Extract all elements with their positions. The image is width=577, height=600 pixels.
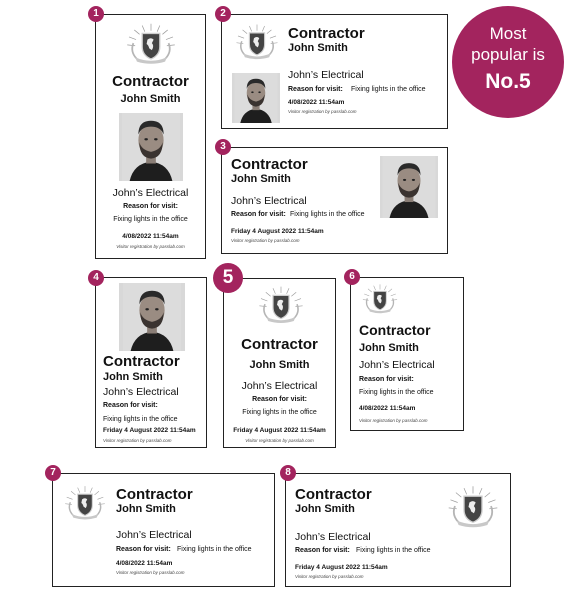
badge-title: Contractor — [103, 353, 180, 370]
option-number-5: 5 — [213, 263, 243, 293]
badge-option-7[interactable] — [52, 473, 275, 587]
reason-label: Reason for visit: — [295, 547, 350, 554]
visitor-name: John Smith — [295, 503, 355, 515]
visit-datetime: 4/08/2022 11:54am — [288, 99, 345, 106]
visitor-name: John Smith — [249, 359, 310, 371]
registration-note: Visitor registration by passlab.com — [245, 438, 314, 443]
visit-datetime: 4/08/2022 11:54am — [122, 233, 179, 240]
option-number-4: 4 — [88, 270, 104, 286]
reason-text: Fixing lights in the office — [359, 389, 434, 396]
reason-label: Reason for visit: — [231, 211, 286, 218]
badge-title: Contractor — [241, 336, 318, 353]
visitor-name: John Smith — [120, 93, 181, 105]
badge-option-1[interactable] — [95, 14, 206, 259]
company-name: John’s Electrical — [231, 195, 307, 207]
crest-logo-icon — [63, 484, 107, 522]
reason-text: Fixing lights in the office — [242, 409, 317, 416]
crest-logo-icon — [234, 23, 280, 61]
option-number-1: 1 — [88, 6, 104, 22]
badge-option-4[interactable] — [95, 277, 207, 448]
registration-note: Visitor registration by passlab.com — [116, 570, 185, 575]
badge-option-8[interactable] — [285, 473, 511, 587]
popular-line-3: No.5 — [485, 70, 531, 93]
company-name: John’s Electrical — [116, 529, 192, 541]
reason-text: Fixing lights in the office — [356, 547, 431, 554]
reason-text: Fixing lights in the office — [177, 546, 252, 553]
crest-logo-icon — [446, 484, 500, 530]
registration-note: Visitor registration by passlab.com — [103, 438, 172, 443]
badge-title: Contractor — [231, 156, 308, 173]
visitor-name: John Smith — [359, 342, 419, 354]
popular-line-2: popular is — [471, 45, 545, 64]
visitor-photo — [119, 113, 183, 181]
company-name: John’s Electrical — [288, 69, 364, 81]
visitor-name: John Smith — [116, 503, 176, 515]
registration-note: Visitor registration by passlab.com — [116, 244, 185, 249]
reason-text: Fixing lights in the office — [290, 211, 365, 218]
visitor-photo — [232, 73, 280, 123]
badge-option-3[interactable] — [221, 147, 448, 254]
reason-label: Reason for visit: — [359, 376, 414, 383]
option-number-3: 3 — [215, 139, 231, 155]
visitor-photo — [119, 283, 185, 351]
visitor-photo — [380, 156, 438, 218]
badge-title: Contractor — [116, 486, 193, 503]
reason-label: Reason for visit: — [116, 546, 171, 553]
visit-datetime: 4/08/2022 11:54am — [359, 405, 416, 412]
company-name: John’s Electrical — [103, 386, 179, 398]
reason-label: Reason for visit: — [252, 396, 307, 403]
crest-logo-icon — [257, 285, 305, 325]
badge-option-2[interactable] — [221, 14, 448, 129]
option-number-2: 2 — [215, 6, 231, 22]
registration-note: Visitor registration by passlab.com — [288, 109, 357, 114]
badge-title: Contractor — [112, 73, 189, 90]
visit-datetime: 4/08/2022 11:54am — [116, 560, 173, 567]
visitor-name: John Smith — [288, 42, 348, 54]
company-name: John’s Electrical — [359, 359, 435, 371]
crest-logo-icon — [124, 22, 178, 66]
badge-option-5[interactable] — [223, 278, 336, 448]
visitor-name: John Smith — [103, 371, 163, 383]
reason-label: Reason for visit: — [103, 402, 158, 409]
option-number-8: 8 — [280, 465, 296, 481]
popular-line-1: Most — [489, 24, 527, 43]
badge-title: Contractor — [295, 486, 372, 503]
visit-datetime: Friday 4 August 2022 11:54am — [295, 564, 388, 571]
company-name: John’s Electrical — [112, 187, 189, 199]
badge-title: Contractor — [359, 322, 431, 338]
crest-logo-icon — [361, 283, 399, 315]
visit-datetime: Friday 4 August 2022 11:54am — [103, 427, 196, 434]
reason-text: Fixing lights in the office — [351, 86, 426, 93]
most-popular-badge — [452, 6, 564, 118]
reason-label: Reason for visit: — [123, 203, 178, 210]
badge-option-6[interactable] — [350, 277, 464, 431]
reason-text: Fixing lights in the office — [103, 416, 178, 423]
company-name: John’s Electrical — [295, 531, 371, 543]
option-number-7: 7 — [45, 465, 61, 481]
visit-datetime: Friday 4 August 2022 11:54am — [231, 228, 324, 235]
visit-datetime: Friday 4 August 2022 11:54am — [233, 427, 326, 434]
reason-label: Reason for visit: — [288, 86, 343, 93]
visitor-name: John Smith — [231, 173, 291, 185]
reason-text: Fixing lights in the office — [113, 216, 188, 223]
company-name: John’s Electrical — [241, 380, 318, 392]
registration-note: Visitor registration by passlab.com — [295, 574, 364, 579]
registration-note: Visitor registration by passlab.com — [359, 418, 428, 423]
badge-title: Contractor — [288, 25, 365, 42]
option-number-6: 6 — [344, 269, 360, 285]
registration-note: Visitor registration by passlab.com — [231, 238, 300, 243]
